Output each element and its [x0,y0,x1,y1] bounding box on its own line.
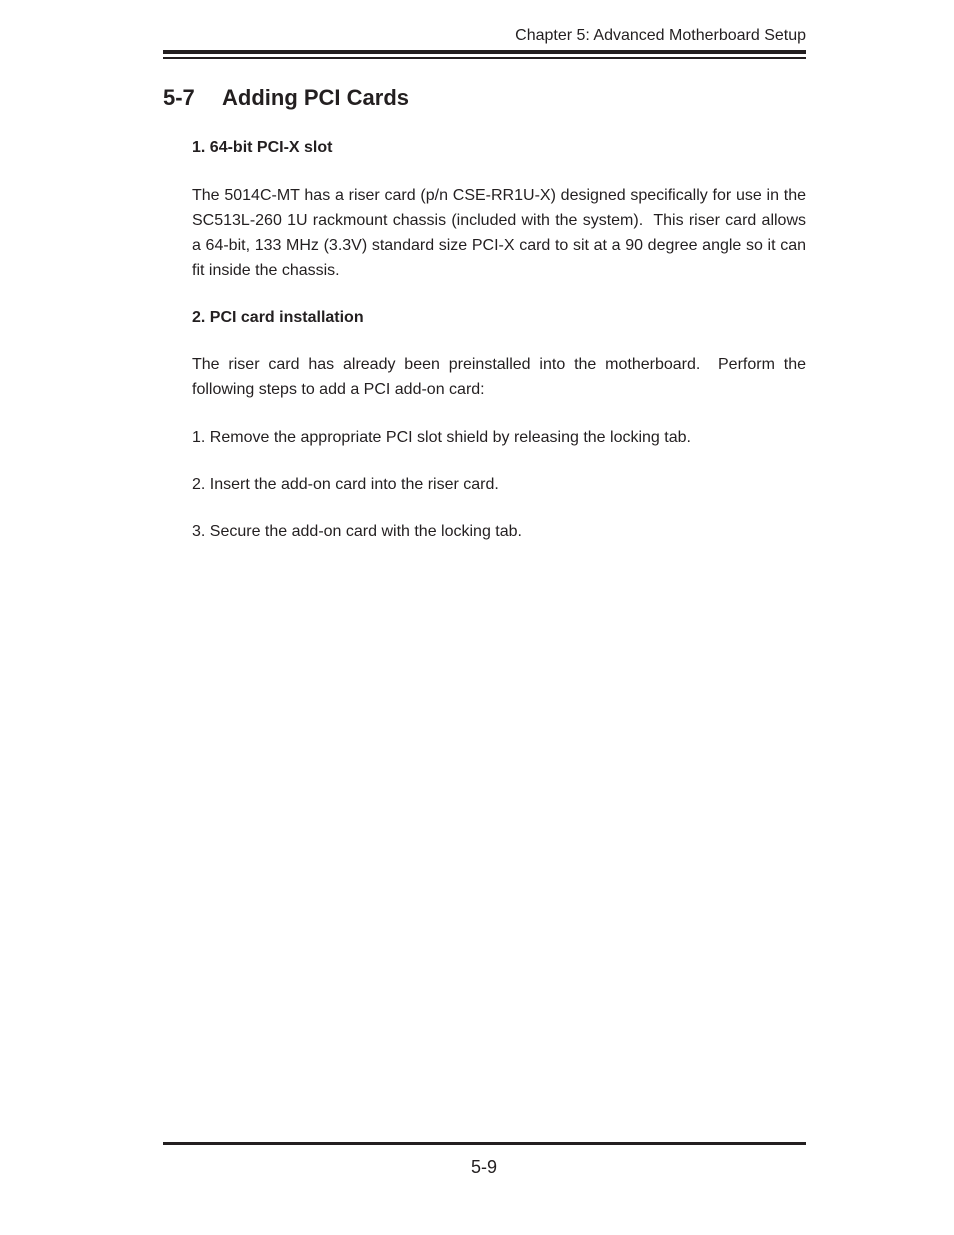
footer-rule [163,1142,806,1145]
page-number: 5-9 [470,1157,497,1177]
header-rule-thick [163,50,806,54]
section-number: 5-7 [163,85,195,110]
section-title: Adding PCI Cards [222,85,410,110]
list-item: 3. Secure the add-on card with the locking tab. [192,523,522,540]
list-item: 2. Insert the add-on card into the riser card. [192,476,499,493]
subsection-heading-pcix-slot: 1. 64-bit PCI-X slot [192,139,333,156]
paragraph-riser-card-description: The 5014C-MT has a riser card (p/n CSE-RR1U-X) designed specifically for use in the SC513L-260 1U rackmount chassis (included with the system). This riser card allows a 64-bit, 133 MHz (3.3V) standard size PCI-X card to sit at a 90 degree angle so it can fit inside the chassis. [192,187,811,279]
section-heading [163,85,409,111]
chapter-title: Chapter 5: Advanced Motherboard Setup [515,27,806,44]
list-item: 1. Remove the appropriate PCI slot shield by releasing the locking tab. [192,429,691,446]
subsection-heading-pci-installation: 2. PCI card installation [192,309,364,326]
paragraph-installation-intro: The riser card has already been preinstalled into the motherboard. Perform the following steps to add a PCI add-on card: [192,356,811,398]
header-rule-thin [163,57,806,59]
